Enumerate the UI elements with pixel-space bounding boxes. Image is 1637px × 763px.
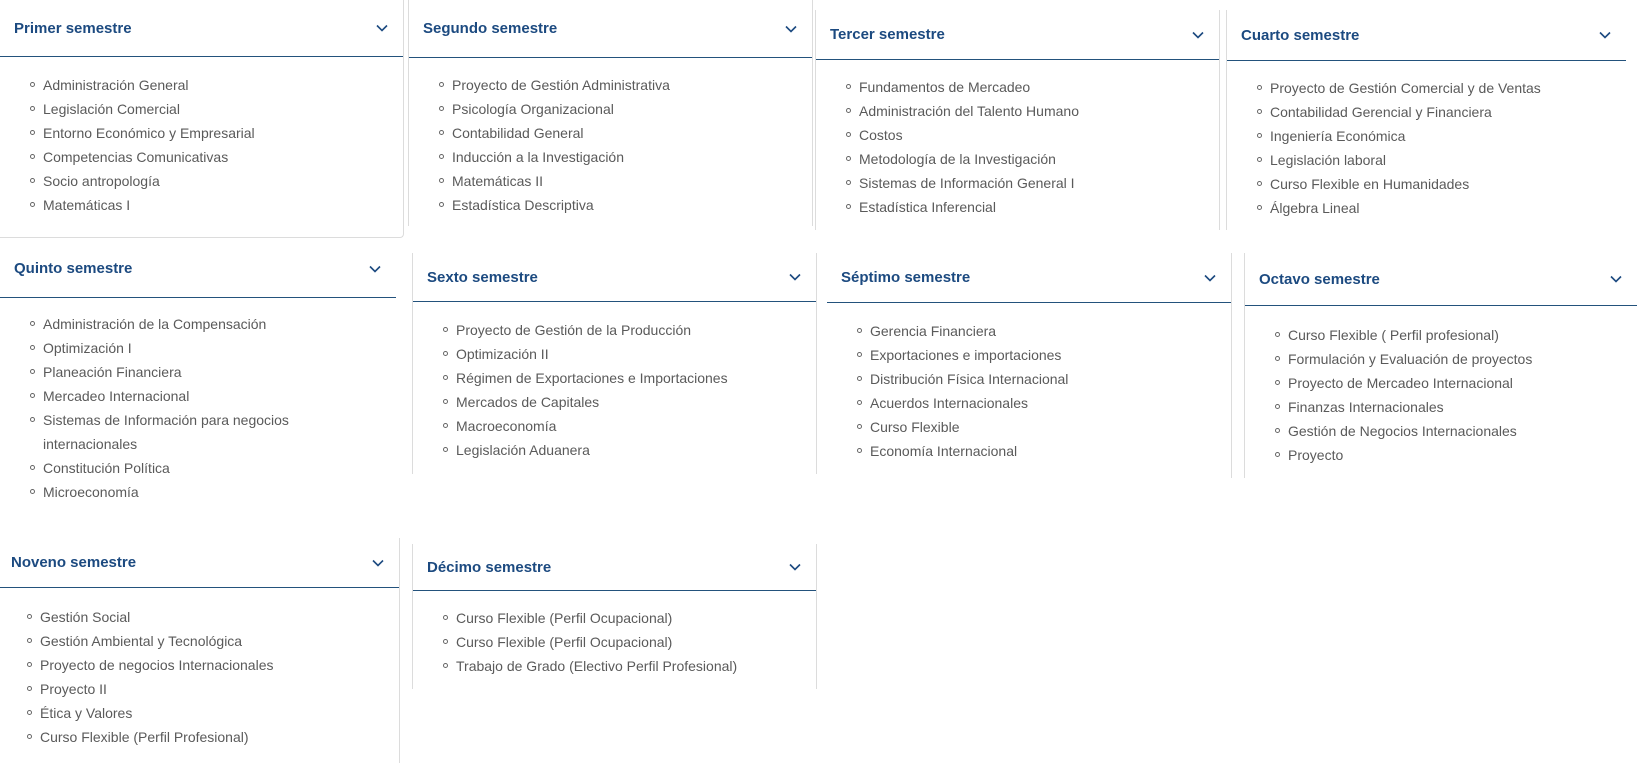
chevron-down-icon[interactable] bbox=[788, 560, 802, 574]
list-item: Ingeniería Económica bbox=[1257, 124, 1626, 148]
chevron-down-icon[interactable] bbox=[784, 22, 798, 36]
semester-header[interactable] bbox=[1245, 253, 1637, 306]
course-list bbox=[827, 303, 1231, 463]
semester-title: Tercer semestre bbox=[830, 26, 945, 43]
semester-card bbox=[827, 253, 1232, 478]
chevron-down-icon[interactable] bbox=[371, 556, 385, 570]
list-item: Sistemas de Información para negocios internacionales bbox=[30, 408, 330, 456]
list-item: Ética y Valores bbox=[27, 701, 399, 725]
semester-card bbox=[412, 253, 817, 474]
semester-title: Séptimo semestre bbox=[841, 269, 971, 286]
list-item: Proyecto II bbox=[27, 677, 399, 701]
course-list bbox=[0, 57, 403, 217]
list-item: Economía Internacional bbox=[857, 439, 1231, 463]
semester-card bbox=[0, 240, 396, 510]
list-item: Costos bbox=[846, 123, 1219, 147]
semester-card bbox=[815, 10, 1220, 230]
list-item: Mercados de Capitales bbox=[443, 390, 816, 414]
list-item: Curso Flexible (Perfil Ocupacional) bbox=[443, 606, 816, 630]
chevron-down-icon[interactable] bbox=[1609, 272, 1623, 286]
list-item: Formulación y Evaluación de proyectos bbox=[1275, 347, 1637, 371]
semester-card bbox=[0, 538, 400, 763]
list-item: Curso Flexible (Perfil Profesional) bbox=[27, 725, 399, 749]
course-list bbox=[1245, 306, 1637, 467]
course-list bbox=[409, 58, 812, 217]
list-item: Distribución Física Internacional bbox=[857, 367, 1231, 391]
semester-header[interactable] bbox=[0, 240, 396, 298]
list-item: Optimización II bbox=[443, 342, 816, 366]
list-item: Administración General bbox=[30, 73, 403, 97]
list-item: Entorno Económico y Empresarial bbox=[30, 121, 403, 145]
chevron-down-icon[interactable] bbox=[375, 21, 389, 35]
semester-header[interactable] bbox=[816, 10, 1219, 60]
list-item: Inducción a la Investigación bbox=[439, 145, 812, 169]
chevron-down-icon[interactable] bbox=[1598, 28, 1612, 42]
semester-title: Cuarto semestre bbox=[1241, 26, 1360, 44]
list-item: Legislación Aduanera bbox=[443, 438, 816, 462]
list-item: Matemáticas I bbox=[30, 193, 403, 217]
list-item: Macroeconomía bbox=[443, 414, 816, 438]
list-item: Fundamentos de Mercadeo bbox=[846, 75, 1219, 99]
list-item: Finanzas Internacionales bbox=[1275, 395, 1637, 419]
list-item: Curso Flexible en Humanidades bbox=[1257, 172, 1626, 196]
semester-header[interactable] bbox=[409, 0, 812, 58]
list-item: Matemáticas II bbox=[439, 169, 812, 193]
list-item: Proyecto de Gestión Comercial y de Ventas bbox=[1257, 76, 1626, 100]
semester-header[interactable] bbox=[413, 544, 816, 591]
semester-title: Noveno semestre bbox=[11, 554, 137, 571]
course-list bbox=[413, 591, 816, 678]
semester-card bbox=[1226, 10, 1626, 230]
semester-card bbox=[1244, 253, 1637, 478]
semester-card bbox=[412, 544, 817, 689]
semester-card bbox=[0, 0, 404, 238]
list-item: Planeación Financiera bbox=[30, 360, 330, 384]
semester-header[interactable] bbox=[1227, 10, 1626, 61]
list-item: Curso Flexible (Perfil Ocupacional) bbox=[443, 630, 816, 654]
list-item: Sistemas de Información General I bbox=[846, 171, 1219, 195]
list-item: Legislación Comercial bbox=[30, 97, 403, 121]
list-item: Contabilidad Gerencial y Financiera bbox=[1257, 100, 1626, 124]
semester-title: Segundo semestre bbox=[423, 20, 558, 37]
list-item: Mercadeo Internacional bbox=[30, 384, 330, 408]
course-list bbox=[0, 298, 330, 504]
semester-title: Octavo semestre bbox=[1259, 270, 1380, 288]
chevron-down-icon[interactable] bbox=[1203, 271, 1217, 285]
list-item: Gestión Ambiental y Tecnológica bbox=[27, 629, 399, 653]
semester-title: Quinto semestre bbox=[14, 260, 133, 277]
list-item: Contabilidad General bbox=[439, 121, 812, 145]
semester-title: Décimo semestre bbox=[427, 558, 552, 576]
semester-header[interactable] bbox=[827, 253, 1231, 303]
list-item: Optimización I bbox=[30, 336, 330, 360]
list-item: Microeconomía bbox=[30, 480, 330, 504]
semester-title: Primer semestre bbox=[14, 19, 132, 37]
course-list bbox=[0, 588, 399, 749]
course-list bbox=[816, 60, 1219, 219]
list-item: Competencias Comunicativas bbox=[30, 145, 403, 169]
list-item: Administración de la Compensación bbox=[30, 312, 330, 336]
list-item: Trabajo de Grado (Electivo Perfil Profesional) bbox=[443, 654, 816, 678]
list-item: Curso Flexible ( Perfil profesional) bbox=[1275, 323, 1637, 347]
semester-header[interactable] bbox=[413, 253, 816, 302]
semester-header[interactable] bbox=[0, 0, 403, 57]
list-item: Administración del Talento Humano bbox=[846, 99, 1219, 123]
list-item: Curso Flexible bbox=[857, 415, 1231, 439]
chevron-down-icon[interactable] bbox=[788, 270, 802, 284]
list-item: Proyecto de negocios Internacionales bbox=[27, 653, 399, 677]
list-item: Estadística Descriptiva bbox=[439, 193, 812, 217]
list-item: Acuerdos Internacionales bbox=[857, 391, 1231, 415]
course-list bbox=[1227, 61, 1626, 220]
course-list bbox=[413, 302, 816, 462]
list-item: Gestión de Negocios Internacionales bbox=[1275, 419, 1637, 443]
list-item: Proyecto bbox=[1275, 443, 1637, 467]
list-item: Constitución Política bbox=[30, 456, 330, 480]
list-item: Psicología Organizacional bbox=[439, 97, 812, 121]
list-item: Proyecto de Gestión de la Producción bbox=[443, 318, 816, 342]
list-item: Gestión Social bbox=[27, 605, 399, 629]
list-item: Proyecto de Mercadeo Internacional bbox=[1275, 371, 1637, 395]
list-item: Álgebra Lineal bbox=[1257, 196, 1626, 220]
list-item: Estadística Inferencial bbox=[846, 195, 1219, 219]
list-item: Metodología de la Investigación bbox=[846, 147, 1219, 171]
list-item: Régimen de Exportaciones e Importaciones bbox=[443, 366, 816, 390]
chevron-down-icon[interactable] bbox=[1191, 28, 1205, 42]
list-item: Gerencia Financiera bbox=[857, 319, 1231, 343]
list-item: Proyecto de Gestión Administrativa bbox=[439, 73, 812, 97]
list-item: Socio antropología bbox=[30, 169, 403, 193]
list-item: Exportaciones e importaciones bbox=[857, 343, 1231, 367]
chevron-down-icon[interactable] bbox=[368, 262, 382, 276]
semester-header[interactable] bbox=[0, 538, 399, 588]
list-item: Legislación laboral bbox=[1257, 148, 1626, 172]
semester-title: Sexto semestre bbox=[427, 268, 538, 286]
semester-card bbox=[408, 0, 813, 226]
